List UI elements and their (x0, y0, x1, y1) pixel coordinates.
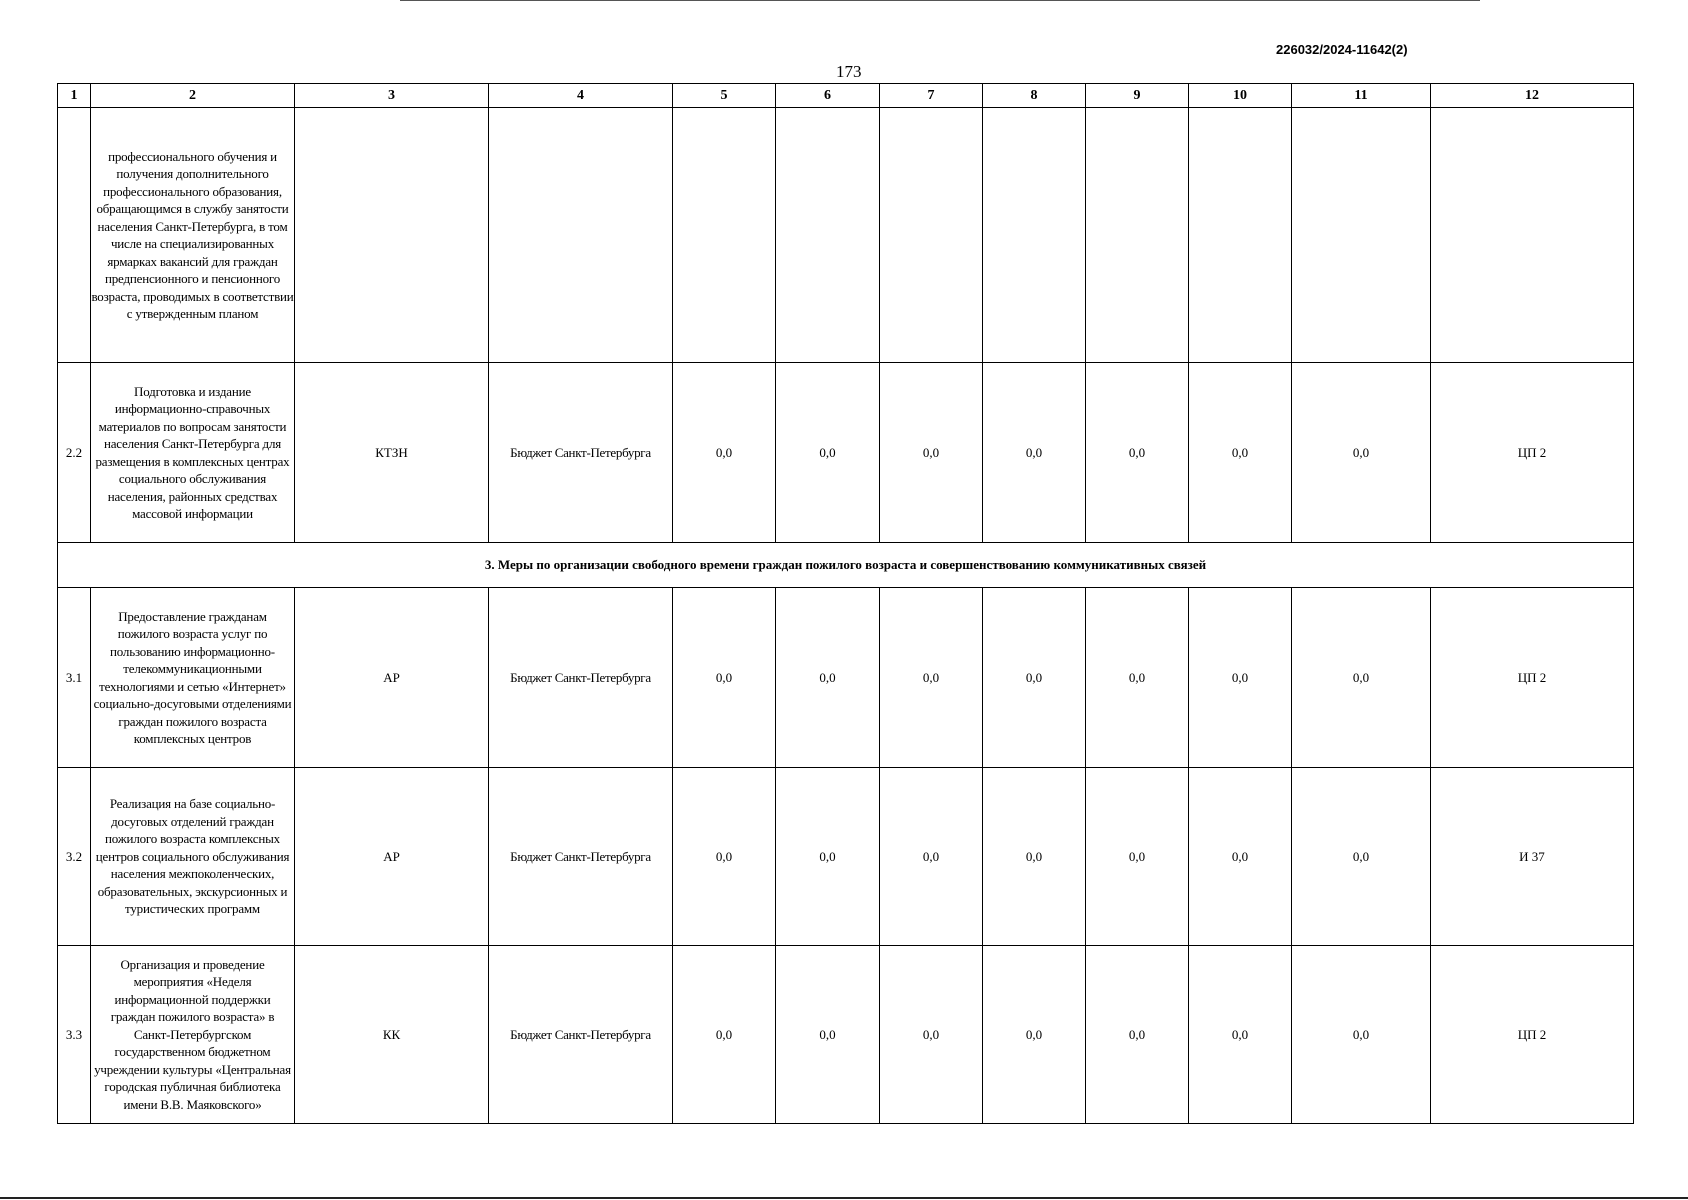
table-row (58, 768, 1634, 946)
row-funding-source: Бюджет Санкт-Петербурга (489, 768, 673, 946)
row-funding-source (489, 108, 673, 363)
row-executor (295, 108, 489, 363)
row-value (776, 108, 880, 363)
section-heading-row (58, 543, 1634, 588)
row-value: 0,0 (1189, 768, 1292, 946)
row-description: Организация и проведение мероприятия «Неделя информационной поддержки граждан пожилого возраста» в Санкт-Петербургском государственном бюджетном учреждении культуры «Центральная городская публичная библиотека имени В.В. Маяковского» (91, 946, 295, 1124)
column-header: 11 (1292, 84, 1431, 108)
row-funding-source: Бюджет Санкт-Петербурга (489, 363, 673, 543)
measures-table (57, 83, 1634, 1124)
row-value: 0,0 (880, 946, 983, 1124)
table-row (58, 588, 1634, 768)
top-rule (400, 0, 1480, 1)
row-number (58, 108, 91, 363)
row-value: 0,0 (880, 768, 983, 946)
row-executor: АР (295, 588, 489, 768)
row-indicator: И 37 (1431, 768, 1634, 946)
row-value (1189, 108, 1292, 363)
column-header: 9 (1086, 84, 1189, 108)
row-number: 2.2 (58, 363, 91, 543)
row-executor: КК (295, 946, 489, 1124)
row-value: 0,0 (1086, 588, 1189, 768)
document-id: 226032/2024-11642(2) (1276, 42, 1408, 57)
row-value: 0,0 (1189, 588, 1292, 768)
row-value: 0,0 (1086, 768, 1189, 946)
column-header-row (58, 84, 1634, 108)
row-value: 0,0 (880, 363, 983, 543)
column-header: 2 (91, 84, 295, 108)
row-indicator (1431, 108, 1634, 363)
row-value (1292, 108, 1431, 363)
row-value (983, 108, 1086, 363)
row-value: 0,0 (673, 363, 776, 543)
column-header: 4 (489, 84, 673, 108)
row-value: 0,0 (776, 363, 880, 543)
row-value: 0,0 (1292, 768, 1431, 946)
column-header: 7 (880, 84, 983, 108)
row-value: 0,0 (673, 768, 776, 946)
row-executor: АР (295, 768, 489, 946)
page-number: 173 (836, 62, 862, 81)
column-header: 5 (673, 84, 776, 108)
row-number: 3.2 (58, 768, 91, 946)
row-value: 0,0 (776, 588, 880, 768)
table-row (58, 363, 1634, 543)
row-value: 0,0 (1189, 946, 1292, 1124)
row-funding-source: Бюджет Санкт-Петербурга (489, 946, 673, 1124)
row-value (880, 108, 983, 363)
row-value: 0,0 (1292, 588, 1431, 768)
row-indicator: ЦП 2 (1431, 946, 1634, 1124)
row-value: 0,0 (1086, 946, 1189, 1124)
row-value: 0,0 (983, 946, 1086, 1124)
row-value: 0,0 (983, 363, 1086, 543)
row-indicator: ЦП 2 (1431, 363, 1634, 543)
row-value: 0,0 (983, 768, 1086, 946)
column-header: 12 (1431, 84, 1634, 108)
row-description: Реализация на базе социально-досуговых отделений граждан пожилого возраста комплексных центров социального обслуживания населения межпоколенческих, образовательных, экскурсионных и туристических программ (91, 768, 295, 946)
row-number: 3.3 (58, 946, 91, 1124)
row-value: 0,0 (776, 946, 880, 1124)
row-value: 0,0 (1292, 363, 1431, 543)
row-value: 0,0 (1189, 363, 1292, 543)
row-value (673, 108, 776, 363)
row-funding-source: Бюджет Санкт-Петербурга (489, 588, 673, 768)
column-header: 8 (983, 84, 1086, 108)
row-value (1086, 108, 1189, 363)
row-indicator: ЦП 2 (1431, 588, 1634, 768)
row-value: 0,0 (1292, 946, 1431, 1124)
row-value: 0,0 (983, 588, 1086, 768)
row-number: 3.1 (58, 588, 91, 768)
table-row (58, 108, 1634, 363)
row-value: 0,0 (880, 588, 983, 768)
section-heading: 3. Меры по организации свободного времени граждан пожилого возраста и совершенствованию коммуникативных связей (58, 543, 1634, 588)
row-description: Предоставление гражданам пожилого возраста услуг по пользованию информационно-телекоммуникационными технологиями и сетью «Интернет» социально-досуговыми отделениями граждан пожилого возраста комплексных центров (91, 588, 295, 768)
row-description: профессионального обучения и получения дополнительного профессионального образования, обращающимся в службу занятости населения Санкт-Петербурга, в том числе на специализированных ярмарках вакансий для граждан предпенсионного и пенсионного возраста, проводимых в соответствии с утвержденным планом (91, 108, 295, 363)
row-value: 0,0 (673, 588, 776, 768)
row-value: 0,0 (673, 946, 776, 1124)
row-value: 0,0 (776, 768, 880, 946)
row-description: Подготовка и издание информационно-справочных материалов по вопросам занятости населения Санкт-Петербурга для размещения в комплексных центрах социального обслуживания населения, районных средствах массовой информации (91, 363, 295, 543)
row-executor: КТЗН (295, 363, 489, 543)
table-row (58, 946, 1634, 1124)
row-value: 0,0 (1086, 363, 1189, 543)
column-header: 6 (776, 84, 880, 108)
column-header: 3 (295, 84, 489, 108)
column-header: 1 (58, 84, 91, 108)
column-header: 10 (1189, 84, 1292, 108)
bottom-rule (0, 1197, 1688, 1199)
